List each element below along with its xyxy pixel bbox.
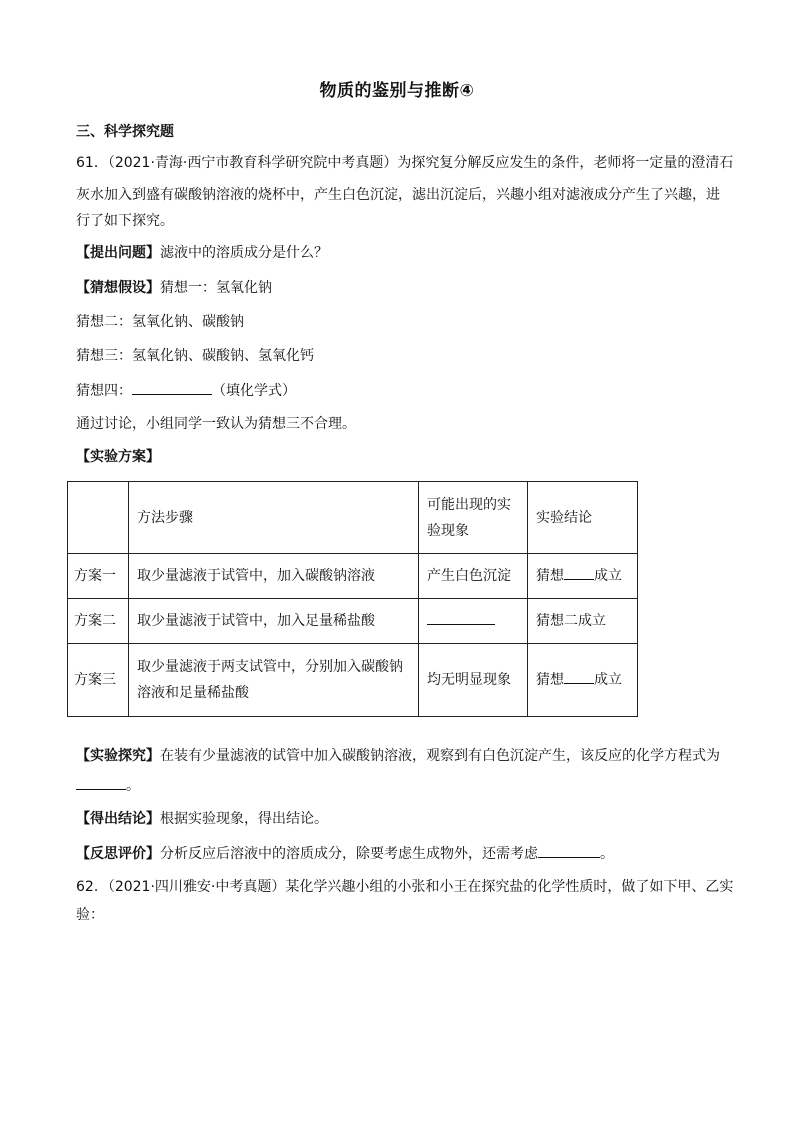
question-paragraph: [76, 243, 328, 263]
plan-step-cell: 取少量滤液于试管中，加入碳酸钠溶液: [129, 554, 419, 599]
reflect-paragraph: [76, 843, 614, 864]
explore-tag: 【实验探究】: [76, 748, 160, 764]
plan-conclusion-cell: [528, 644, 638, 717]
q62-line-1: 62．（2021·四川雅安·中考真题）某化学兴趣小组的小张和小王在探究盐的化学性质时，做了如下甲、乙实: [76, 879, 734, 895]
plan-phenomenon-cell: 均无明显现象: [419, 644, 528, 717]
q61-line-1: 61．（2021·青海·西宁市教育科学研究院中考真题）为探究复分解反应发生的条件，老师将一定量的澄清石: [76, 155, 734, 171]
table-header-row: [68, 482, 638, 554]
table-header-cell: 方法步骤: [129, 482, 419, 554]
hypothesis-4: [76, 380, 296, 401]
plan-conclusion-cell: 猜想二成立: [528, 599, 638, 644]
hypothesis-tag: 【猜想假设】: [76, 280, 160, 296]
answer-blank[interactable]: [76, 775, 126, 790]
reflect-end: 。: [600, 846, 614, 862]
hypothesis-1: 猜想一：氢氧化钠: [160, 280, 272, 296]
table-header-cell: 实验结论: [528, 482, 638, 554]
conclusion-suffix: 成立: [594, 568, 622, 584]
plan-tag: 【实验方案】: [76, 449, 160, 465]
conclusion-prefix: 猜想: [536, 672, 564, 688]
table-row: [68, 644, 638, 717]
q61-line-3: 行了如下探究。: [76, 213, 174, 229]
hypothesis-4-prefix: 猜想四：: [76, 383, 132, 399]
plan-phenomenon-cell: 产生白色沉淀: [419, 554, 528, 599]
plan-phenomenon-cell: [419, 599, 528, 644]
plan-name-cell: 方案三: [68, 644, 129, 717]
conclusion-prefix: 猜想: [536, 568, 564, 584]
hypothesis-3: 猜想三：氢氧化钠、碳酸钠、氢氧化钙: [76, 348, 314, 364]
plan-name-cell: 方案二: [68, 599, 129, 644]
plan-step-cell: 取少量滤液于试管中，加入足量稀盐酸: [129, 599, 419, 644]
plan-conclusion-cell: [528, 554, 638, 599]
answer-blank[interactable]: [538, 843, 600, 858]
q62-line-2: 验：: [76, 907, 104, 923]
question-text: 滤液中的溶质成分是什么？: [160, 245, 328, 261]
reflect-tag: 【反思评价】: [76, 846, 160, 862]
hypothesis-2: 猜想二：氢氧化钠、碳酸钠: [76, 314, 244, 330]
table-row: [68, 599, 638, 644]
conclude-paragraph: [76, 809, 328, 829]
table-row: [68, 554, 638, 599]
plan-step-cell: 取少量滤液于两支试管中，分别加入碳酸钠溶液和足量稀盐酸: [129, 644, 419, 717]
page-title: 物质的鉴别与推断④: [319, 81, 475, 101]
section-heading: 三、科学探究题: [76, 124, 174, 140]
answer-blank[interactable]: [132, 380, 212, 395]
conclude-tag: 【得出结论】: [76, 811, 160, 827]
hypothesis-paragraph: [76, 278, 272, 298]
experiment-table: [67, 481, 638, 717]
discussion-text: 通过讨论，小组同学一致认为猜想三不合理。: [76, 416, 356, 432]
table-header-cell: 可能出现的实验现象: [419, 482, 528, 554]
answer-blank[interactable]: [427, 610, 495, 625]
reflect-text: 分析反应后溶液中的溶质成分，除要考虑生成物外，还需考虑: [160, 846, 538, 862]
answer-blank[interactable]: [564, 565, 594, 580]
q61-line-2: 灰水加入到盛有碳酸钠溶液的烧杯中，产生白色沉淀，滤出沉淀后，兴趣小组对滤液成分产生了兴趣，进: [76, 187, 720, 203]
conclude-text: 根据实验现象，得出结论。: [160, 811, 328, 827]
question-tag: 【提出问题】: [76, 245, 160, 261]
conclusion-suffix: 成立: [594, 672, 622, 688]
plan-name-cell: 方案一: [68, 554, 129, 599]
explore-text: 在装有少量滤液的试管中加入碳酸钠溶液，观察到有白色沉淀产生，该反应的化学方程式为: [160, 748, 720, 764]
table-header-cell: [68, 482, 129, 554]
explore-answer-line: [76, 775, 140, 796]
answer-blank[interactable]: [564, 669, 594, 684]
explore-paragraph: [76, 746, 720, 766]
explore-end: 。: [126, 778, 140, 794]
hypothesis-4-suffix: （填化学式）: [212, 383, 296, 399]
